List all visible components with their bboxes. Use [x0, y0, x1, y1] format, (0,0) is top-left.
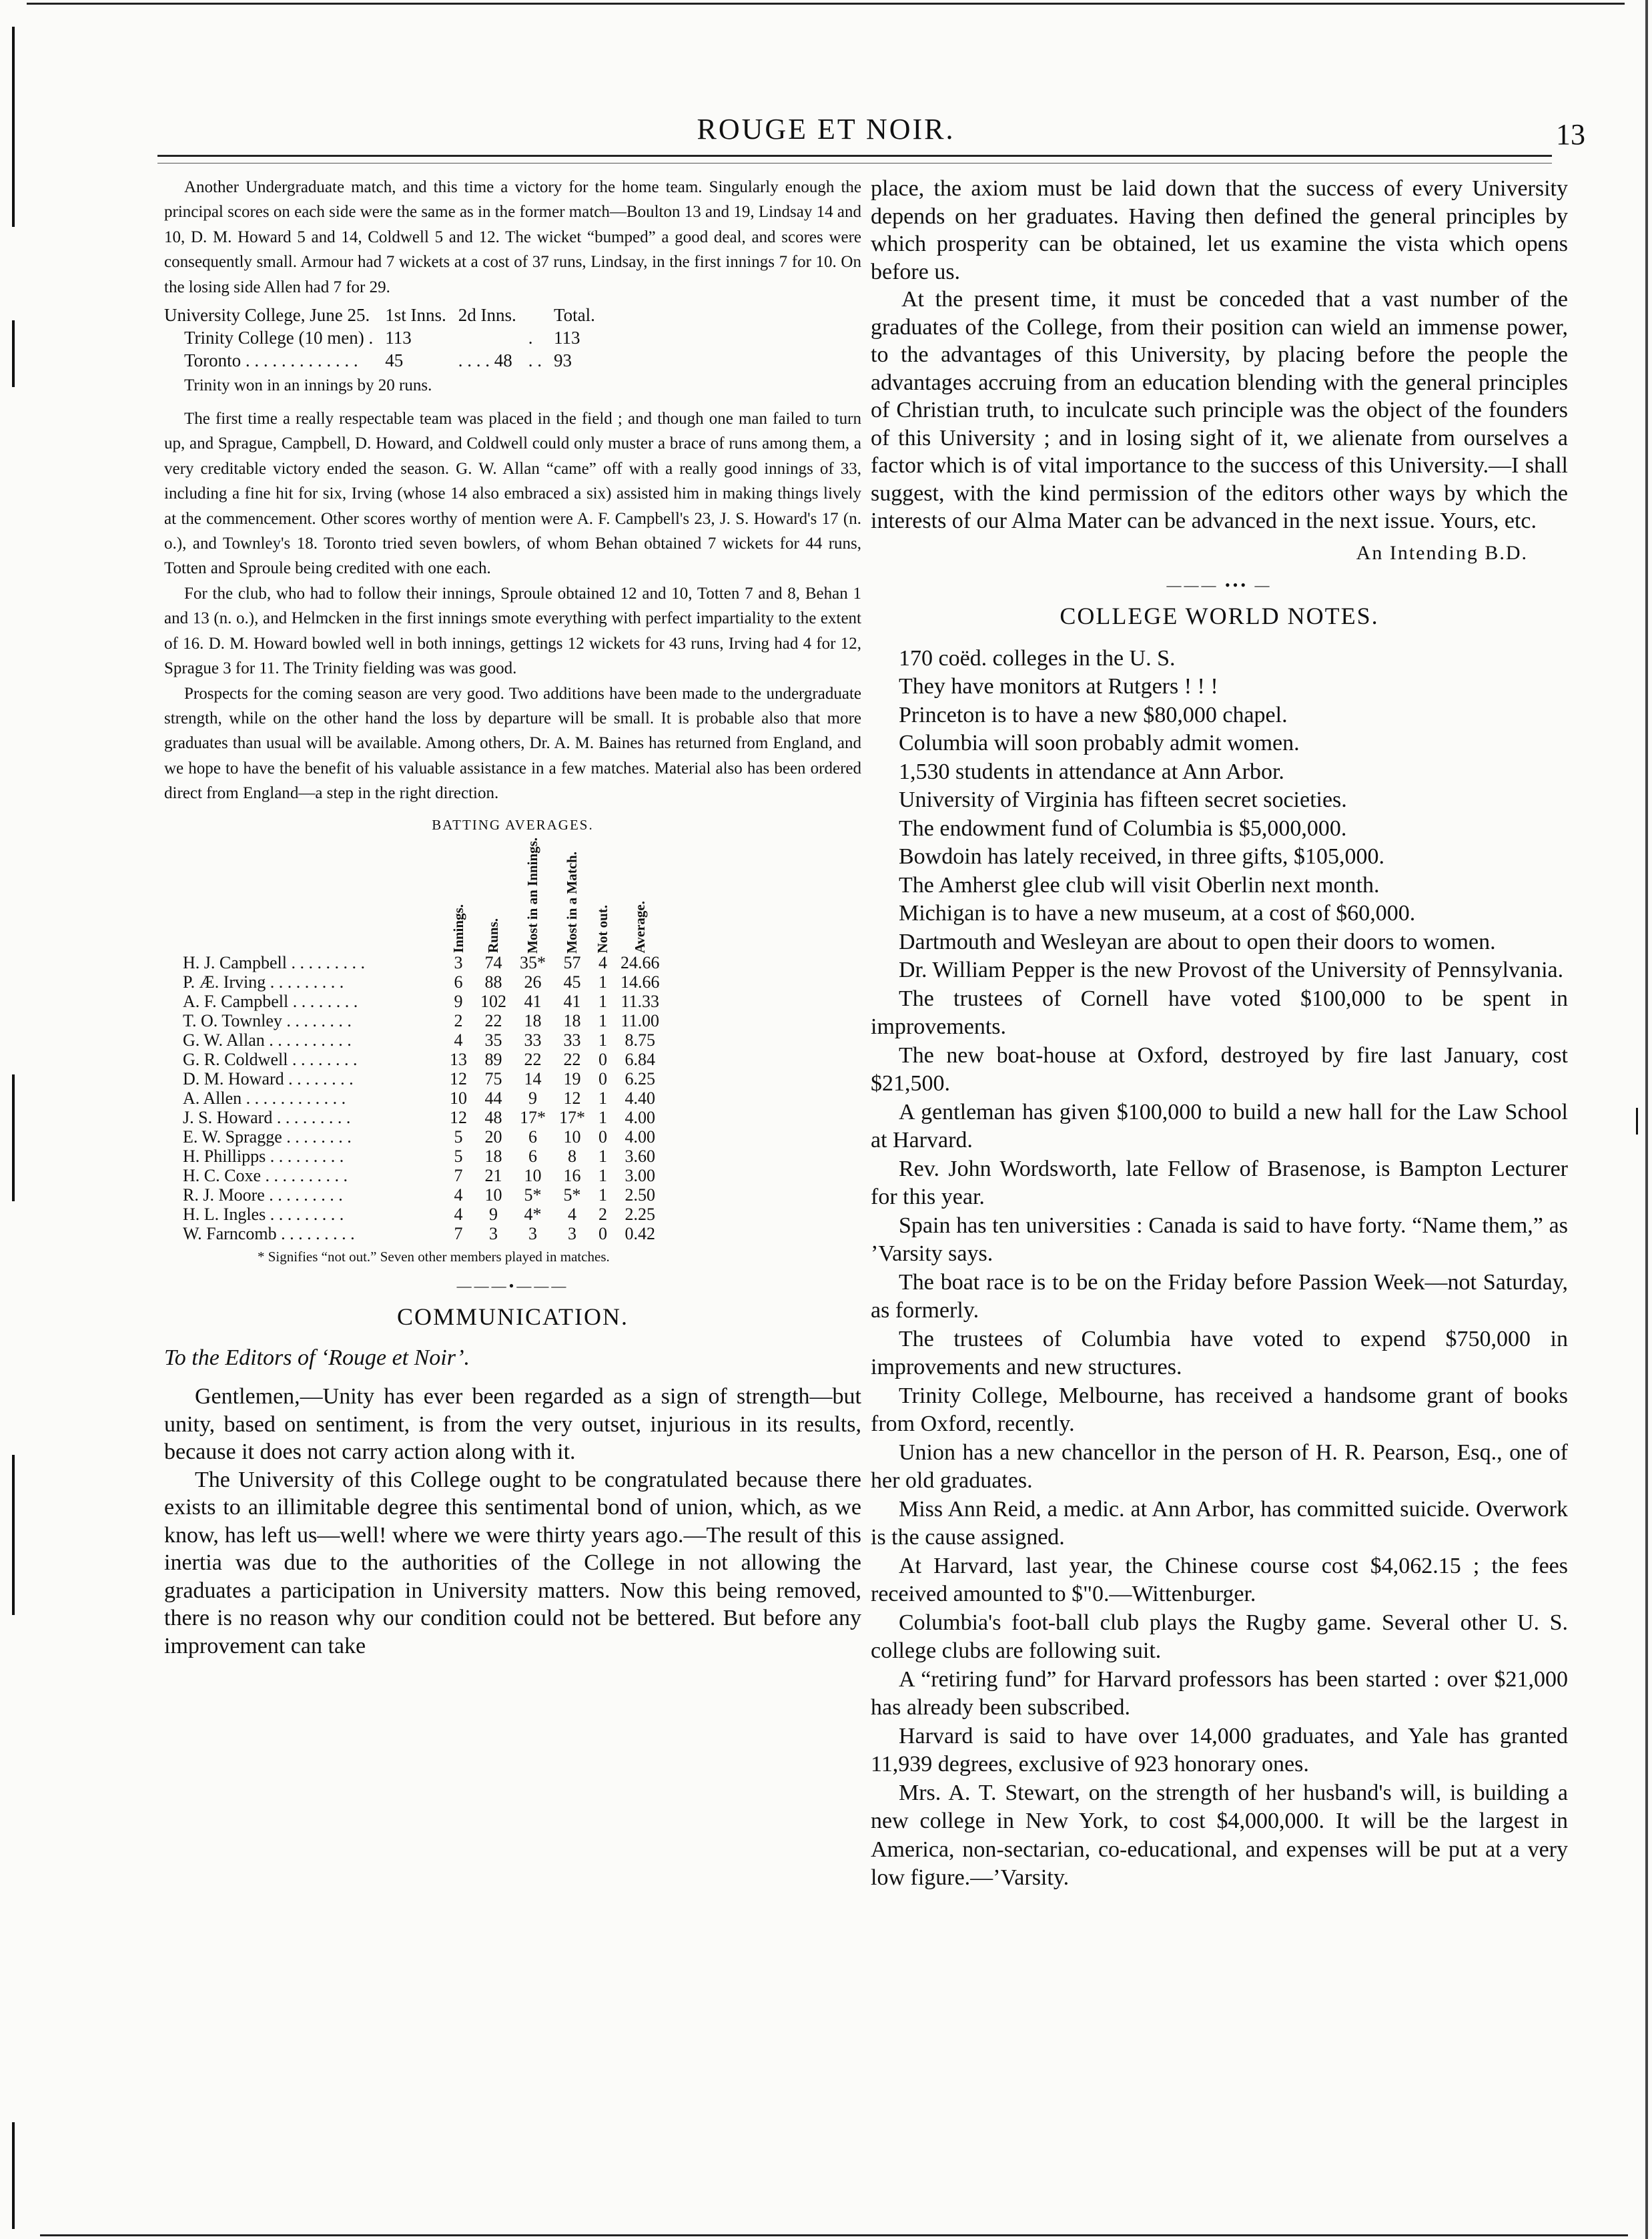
batting-cell: 7 — [454, 1166, 463, 1186]
batting-row — [183, 1147, 667, 1166]
batting-cell: 4* — [524, 1205, 542, 1225]
college-note: Dartmouth and Wesleyan are about to open their doors to women. — [899, 929, 1496, 954]
batting-cell: 1 — [598, 992, 607, 1012]
batting-cell: 1 — [598, 1088, 607, 1108]
batting-player-name: D. M. Howard . . . . . . . . — [183, 1069, 354, 1089]
college-note: 1,530 students in attendance at Ann Arbor. — [899, 759, 1284, 784]
batting-cell: 2 — [598, 1205, 607, 1225]
college-note: University of Virginia has fifteen secret societies. — [899, 787, 1347, 812]
letter-paragraph: place, the axiom must be laid down that the success of every University depends on her graduates. Having then defined the general principles by which prosperity can be obtained, let us examine the vista which opens before us. — [871, 176, 1568, 284]
batting-cell: 45 — [563, 972, 581, 992]
batting-cell: 10 — [563, 1127, 581, 1147]
college-note: Dr. William Pepper is the new Provost of the University of Pennsylvania. — [899, 958, 1564, 982]
batting-cell: 26 — [524, 972, 542, 992]
college-notes-list — [871, 645, 1568, 1893]
score-cell: . . — [528, 350, 542, 371]
college-note: Trinity College, Melbourne, has received a handsome grant of books from Oxford, recently. — [871, 1383, 1568, 1436]
batting-row — [183, 972, 667, 992]
score-table-header — [164, 304, 607, 326]
batting-cell: 2.50 — [625, 1185, 655, 1205]
college-note: Miss Ann Reid, a medic. at Ann Arbor, has committed suicide. Overwork is the cause assigned. — [871, 1496, 1568, 1550]
score-table — [164, 304, 607, 372]
batting-row — [183, 1224, 667, 1243]
section-divider: ——— ••• — — [1166, 576, 1272, 593]
batting-row — [183, 1011, 667, 1030]
page-number: 13 — [1556, 118, 1585, 151]
batting-player-name: H. J. Campbell . . . . . . . . . — [183, 953, 365, 973]
batting-cell: 9 — [489, 1205, 498, 1225]
college-note: The new boat-house at Oxford, destroyed by fire last January, cost $21,500. — [871, 1042, 1568, 1096]
batting-cell: 75 — [484, 1069, 502, 1089]
batting-header — [474, 838, 513, 954]
match-report: Prospects for the coming season are very good. Two additions have been made to the undergraduate strength, while on the other hand the loss by departure will be small. It is probable also that more graduates than usual will be available. Among others, Dr. A. M. Baines has returned from England, and we hope to have the benefit of his valuable assistance in a few matches. Material also has been ordered direct from England—a step in the right direction. — [164, 684, 861, 803]
batting-row — [183, 1108, 667, 1127]
batting-cell: 19 — [563, 1069, 581, 1089]
batting-cell: 6 — [528, 1147, 537, 1167]
college-note: The boat race is to be on the Friday before Passion Week—not Saturday, as formerly. — [871, 1269, 1568, 1323]
batting-cell: 8 — [568, 1147, 576, 1167]
match-report: Another Undergraduate match, and this time a victory for the home team. Singularly enough the principal scores on each side were the same as in the former match—Boulton 13 and 19, Lindsay 14 and 10, D. M. Howard 5 and 14, Coldwell 5 and 12. The wicket “bumped” a good deal, and scores were consequently small. Armour had 7 wickets at a cost of 37 runs, Lindsay, in the first innings 7 for 10. On the losing side Allen had 7 for 29. — [164, 178, 861, 296]
batting-cell: 10 — [524, 1166, 542, 1186]
batting-cell: 22 — [484, 1011, 502, 1031]
margin-mark — [12, 2122, 15, 2229]
college-note: Harvard is said to have over 14,000 graduates, and Yale has granted 11,939 degrees, exclusive of 923 honorary ones. — [871, 1723, 1568, 1777]
college-note: 170 coëd. colleges in the U. S. — [899, 645, 1176, 671]
match-report: For the club, who had to follow their innings, Sproule obtained 12 and 10, Totten 7 and 8, Behan 1 and 13 (n. o.), and Helmcken in the first innings smote everything with perfect impartiality to the extent of 16. D. M. Howard bowled well in both innings, gettings 12 wickets for 43 runs, Irving had 4 for 12, Sprague 3 for 11. The Trinity fielding was was good. — [164, 584, 861, 678]
batting-cell: 17* — [520, 1108, 546, 1128]
batting-cell: 6.84 — [625, 1050, 655, 1070]
batting-cell: 21 — [484, 1166, 502, 1186]
batting-cell: 33 — [524, 1030, 542, 1050]
left-column — [164, 175, 861, 1660]
margin-mark — [1636, 1108, 1638, 1135]
batting-cell: 7 — [454, 1224, 463, 1244]
batting-player-name: J. S. Howard . . . . . . . . . — [183, 1108, 351, 1128]
college-note: Mrs. A. T. Stewart, on the strength of her husband's will, is building a new college in New York, to cost $4,000,000. It will be the largest in America, non-sectarian, co-educational, and expenses will be put at a very low figure.—’Varsity. — [871, 1780, 1568, 1890]
batting-cell: 22 — [563, 1050, 581, 1070]
score-cell: Toronto . . . . . . . . . . . . . — [184, 350, 358, 371]
batting-cell: 4.00 — [625, 1127, 655, 1147]
college-note: The endowment fund of Columbia is $5,000,000. — [899, 816, 1347, 841]
batting-cell: 17* — [559, 1108, 585, 1128]
score-cell: Trinity College (10 men) . — [184, 328, 374, 348]
letter-signature: An Intending B.D. — [1356, 541, 1528, 564]
batting-cell: 13 — [450, 1050, 467, 1070]
batting-header-label: Not out. — [594, 905, 610, 954]
batting-cell: 18 — [484, 1147, 502, 1167]
batting-header — [552, 838, 592, 954]
batting-header-label: Innings. — [450, 904, 466, 954]
college-note: Columbia will soon probably admit women. — [899, 731, 1300, 755]
batting-header — [592, 838, 614, 954]
batting-note: * Signifies “not out.” Seven other members played in matches. — [258, 1249, 610, 1265]
batting-player-name: H. Phillipps . . . . . . . . . — [183, 1147, 344, 1167]
batting-cell: 6 — [454, 972, 463, 992]
batting-cell: 57 — [563, 953, 581, 973]
batting-averages-title: BATTING AVERAGES. — [432, 816, 594, 833]
batting-player-name: H. L. Ingles . . . . . . . . . — [183, 1205, 344, 1225]
college-note: Rev. John Wordsworth, late Fellow of Brasenose, is Bampton Lecturer for this year. — [871, 1156, 1568, 1209]
college-note: Bowdoin has lately received, in three gifts, $105,000. — [899, 844, 1384, 869]
batting-player-name: E. W. Spragge . . . . . . . . — [183, 1127, 352, 1147]
college-note: Princeton is to have a new $80,000 chapel. — [899, 702, 1288, 727]
batting-cell: 44 — [484, 1088, 502, 1108]
batting-cell: 3 — [454, 953, 463, 973]
header-rule — [157, 155, 1552, 157]
college-note: The Amherst glee club will visit Oberlin next month. — [899, 872, 1380, 898]
letter-paragraph: Gentlemen,—Unity has ever been regarded as a sign of strength—but unity, based on sentiment, is from the very outset, injurious in its results, because it does not carry action along with it. — [164, 1384, 861, 1465]
score-cell: 113 — [554, 328, 580, 348]
score-note: Trinity won in an innings by 20 runs. — [184, 376, 432, 395]
batting-cell: 12 — [563, 1088, 581, 1108]
margin-mark — [12, 320, 15, 387]
letter-paragraph: The University of this College ought to be congratulated because there exists to an illimitable degree this sentimental bond of union, which, as we know, has left us—well! where we were thirty years ago.—The result of this inertia was due to the authorities of the College in not allowing the graduates a participation in University matters. Now this being removed, there is no reason why our condition could not be bettered. But before any improvement can take — [164, 1467, 861, 1658]
batting-cell: 1 — [598, 1166, 607, 1186]
batting-header-label: Most in a Match. — [564, 851, 580, 954]
college-note: The trustees of Columbia have voted to expend $750,000 in improvements and new structures. — [871, 1326, 1568, 1379]
batting-row — [183, 1127, 667, 1147]
batting-cell: 1 — [598, 1011, 607, 1031]
batting-cell: 33 — [563, 1030, 581, 1050]
batting-cell: 48 — [484, 1108, 502, 1128]
batting-cell: 0 — [598, 1224, 607, 1244]
batting-cell: 2.25 — [625, 1205, 655, 1225]
college-note: They have monitors at Rutgers ! ! ! — [899, 674, 1218, 699]
batting-cell: 102 — [480, 992, 506, 1012]
batting-cell: 4 — [454, 1185, 463, 1205]
score-cell: 1st Inns. — [385, 305, 446, 326]
batting-cell: 35 — [484, 1030, 502, 1050]
batting-cell: 4 — [568, 1205, 576, 1225]
margin-mark — [12, 1455, 15, 1615]
batting-cell: 5 — [454, 1127, 463, 1147]
score-cell: 45 — [385, 350, 404, 371]
batting-cell: 10 — [450, 1088, 467, 1108]
college-note: Columbia's foot-ball club plays the Rugby game. Several other U. S. college clubs are following suit. — [871, 1610, 1568, 1663]
batting-cell: 12 — [450, 1069, 467, 1089]
batting-cell: 18 — [524, 1011, 542, 1031]
batting-cell: 22 — [524, 1050, 542, 1070]
score-cell — [528, 304, 554, 326]
batting-cell: 4 — [598, 953, 607, 973]
header-rule — [157, 163, 1552, 164]
batting-header — [443, 838, 474, 954]
batting-cell: 1 — [598, 1108, 607, 1128]
batting-cell: 41 — [524, 992, 542, 1012]
batting-cell: 35* — [520, 953, 546, 973]
batting-cell: 3 — [489, 1224, 498, 1244]
college-notes-title: COLLEGE WORLD NOTES. — [1060, 602, 1379, 629]
batting-cell: 10 — [484, 1185, 502, 1205]
score-cell: Total. — [554, 305, 595, 326]
match-report: The first time a really respectable team was placed in the field ; and though one man failed to turn up, and Sprague, Campbell, D. Howard, and Coldwell could only muster a brace of runs among them, a very creditable victory ended the season. G. W. Allan “came” off with a really good innings of 33, including a fine hit for six, Irving (whose 14 also embraced a six) assisted him in making things lively at the commencement. Other scores worthy of mention were A. F. Campbell's 23, J. S. Howard's 17 (n. o.), and Townley's 18. Toronto tried seven bowlers, of whom Behan obtained 7 wickets for 44 runs, Totten and Sproule being credited with one each. — [164, 410, 861, 578]
batting-cell: 14.66 — [621, 972, 660, 992]
college-note: Union has a new chancellor in the person of H. R. Pearson, Esq., one of her old graduates. — [871, 1440, 1568, 1493]
batting-cell: 9 — [454, 992, 463, 1012]
batting-player-name: A. Allen . . . . . . . . . . . . — [183, 1088, 346, 1108]
batting-row — [183, 1069, 667, 1088]
batting-cell: 1 — [598, 1185, 607, 1205]
score-cell: 93 — [554, 350, 572, 371]
score-row — [164, 349, 607, 372]
batting-cell: 11.33 — [621, 992, 660, 1012]
batting-row — [183, 953, 667, 972]
score-cell: 113 — [385, 328, 412, 348]
batting-cell: 0 — [598, 1050, 607, 1070]
right-column — [871, 175, 1568, 1893]
batting-cell: 5* — [563, 1185, 581, 1205]
batting-cell: 18 — [563, 1011, 581, 1031]
batting-cell: 3.60 — [625, 1147, 655, 1167]
batting-cell: 16 — [563, 1166, 581, 1186]
batting-cell: 88 — [484, 972, 502, 992]
college-note: Spain has ten universities : Canada is said to have forty. “Name them,” as ’Varsity says. — [871, 1213, 1568, 1266]
batting-cell: 3.00 — [625, 1166, 655, 1186]
score-cell: . . . . 48 — [458, 350, 512, 371]
score-cell: University College, June 25. — [164, 305, 370, 326]
page-border-right — [1645, 0, 1648, 2239]
batting-cell: 5 — [454, 1147, 463, 1167]
batting-player-name: G. W. Allan . . . . . . . . . . — [183, 1030, 352, 1050]
batting-player-name: G. R. Coldwell . . . . . . . . — [183, 1050, 358, 1070]
batting-player-name: H. C. Coxe . . . . . . . . . . — [183, 1166, 348, 1186]
college-note: A gentleman has given $100,000 to build a new hall for the Law School at Harvard. — [871, 1099, 1568, 1153]
college-note: At Harvard, last year, the Chinese course cost $4,062.15 ; the fees received amounted to $"0.—Wittenburger. — [871, 1553, 1568, 1606]
batting-row — [183, 1166, 667, 1185]
batting-player-name: A. F. Campbell . . . . . . . . — [183, 992, 358, 1012]
batting-header — [183, 838, 443, 954]
score-row — [164, 326, 607, 349]
batting-row — [183, 1030, 667, 1050]
communication-title: COMMUNICATION. — [396, 1303, 629, 1331]
batting-cell: 1 — [598, 1030, 607, 1050]
batting-cell: 4.00 — [625, 1108, 655, 1128]
batting-player-name: P. Æ. Irving . . . . . . . . . — [183, 972, 344, 992]
college-note: A “retiring fund” for Harvard professors has been started : over $21,000 has already been subscribed. — [871, 1666, 1568, 1720]
score-cell: 2d Inns. — [458, 305, 516, 326]
batting-cell: 6.25 — [625, 1069, 655, 1089]
batting-cell: 3 — [528, 1224, 537, 1244]
batting-cell: 4 — [454, 1205, 463, 1225]
batting-row — [183, 1050, 667, 1069]
batting-cell: 89 — [484, 1050, 502, 1070]
batting-cell: 12 — [450, 1108, 467, 1128]
batting-cell: 11.00 — [621, 1011, 660, 1031]
batting-averages-table — [183, 838, 667, 1244]
salutation: To the Editors of ‘Rouge et Noir’. — [164, 1345, 470, 1371]
batting-cell: 4 — [454, 1030, 463, 1050]
batting-row — [183, 1088, 667, 1108]
batting-cell: 3 — [568, 1224, 576, 1244]
college-note: The trustees of Cornell have voted $100,000 to be spent in improvements. — [871, 986, 1568, 1039]
batting-header-label: Most in an Innings. — [524, 837, 540, 954]
letter-paragraph: At the present time, it must be conceded that a vast number of the graduates of the College, from their position can wield an immense power, to the advantages of this University, by placing before the people the advantages accruing from an education blending with the general principles of Christian truth, to inculcate such principle was the object of the founders of this University ; and in losing sight of it, we alienate from ourselves a factor which is of vital importance to the success of this University.—I shall suggest, with the kind permission of the editors other ways by which the interests of our Alma Mater can be advanced in the next issue. Yours, etc. — [871, 287, 1568, 533]
batting-cell: 0.42 — [625, 1224, 655, 1244]
batting-header — [614, 838, 667, 954]
batting-header-label: Average. — [631, 901, 648, 954]
batting-cell: 4.40 — [625, 1088, 655, 1108]
batting-cell: 74 — [484, 953, 502, 973]
batting-header — [513, 838, 552, 954]
batting-player-name: W. Farncomb . . . . . . . . . — [183, 1224, 355, 1244]
section-divider: ———•——— — [456, 1277, 569, 1295]
batting-cell: 5* — [524, 1185, 542, 1205]
batting-cell: 9 — [528, 1088, 537, 1108]
batting-cell: 1 — [598, 972, 607, 992]
batting-header-row — [183, 838, 667, 954]
page-border-bottom — [40, 2234, 1628, 2236]
batting-player-name: R. J. Moore . . . . . . . . . — [183, 1185, 343, 1205]
batting-cell: 41 — [563, 992, 581, 1012]
batting-cell: 20 — [484, 1127, 502, 1147]
batting-player-name: T. O. Townley . . . . . . . . — [183, 1011, 352, 1031]
page-header — [0, 112, 1652, 159]
page-border-top — [27, 3, 1625, 5]
college-note: Michigan is to have a new museum, at a cost of $60,000. — [899, 901, 1416, 926]
batting-cell: 6 — [528, 1127, 537, 1147]
batting-cell: 2 — [454, 1011, 463, 1031]
batting-cell: 0 — [598, 1069, 607, 1089]
batting-cell: 8.75 — [625, 1030, 655, 1050]
batting-row — [183, 1185, 667, 1205]
batting-body — [183, 953, 667, 1243]
batting-cell: 1 — [598, 1147, 607, 1167]
running-head: ROUGE ET NOIR. — [697, 113, 955, 145]
score-cell — [458, 326, 528, 349]
batting-cell: 14 — [524, 1069, 542, 1089]
batting-row — [183, 992, 667, 1011]
batting-header-label: Runs. — [485, 918, 501, 954]
batting-row — [183, 1205, 667, 1224]
score-cell: . — [528, 328, 533, 348]
batting-cell: 24.66 — [621, 953, 660, 973]
batting-cell: 0 — [598, 1127, 607, 1147]
margin-mark — [12, 1074, 15, 1201]
